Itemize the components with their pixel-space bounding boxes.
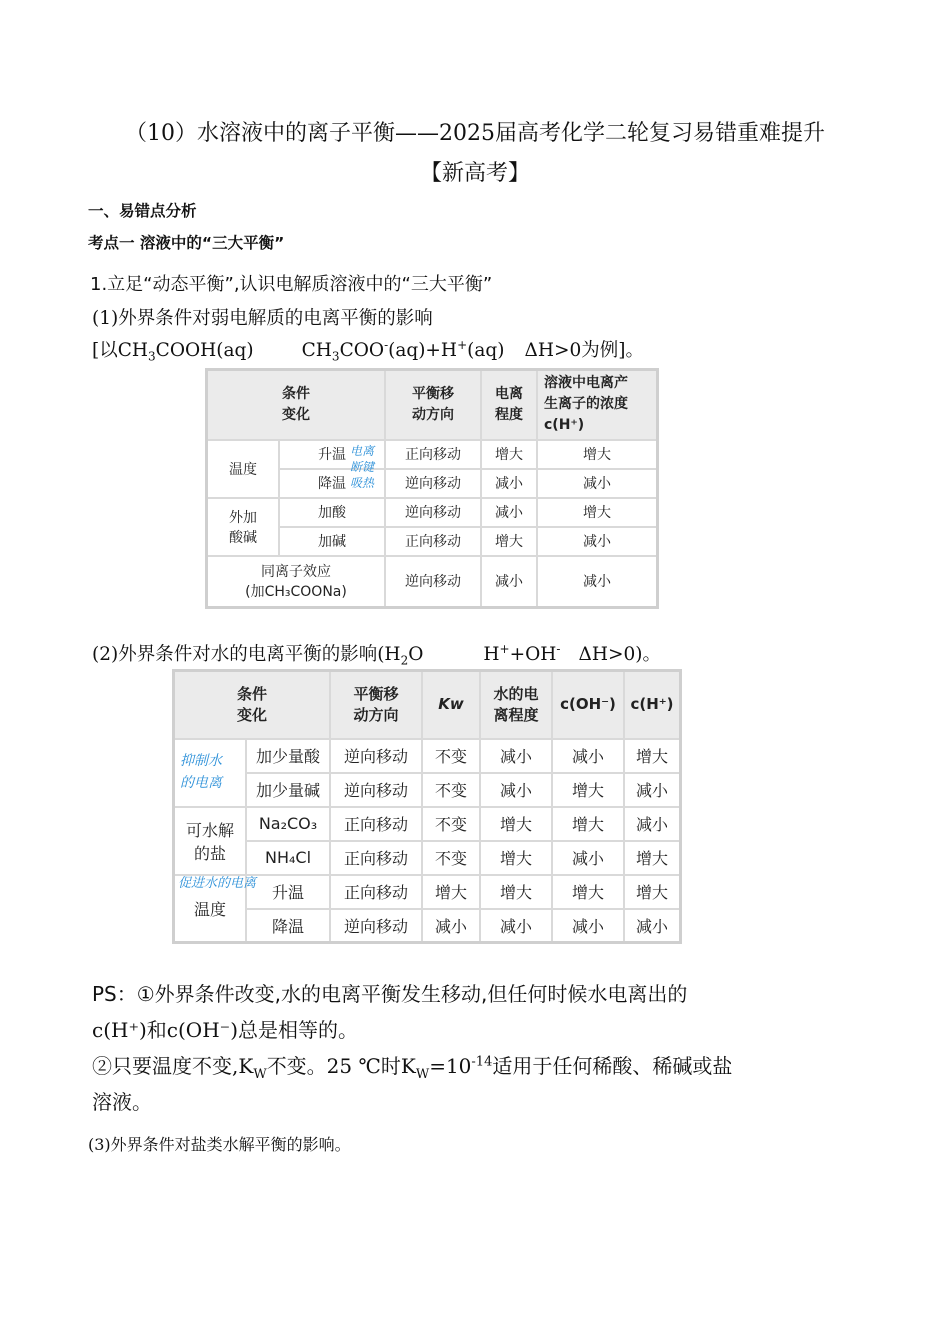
subheading-1: (1)外界条件对弱电解质的电离平衡的影响 — [92, 308, 433, 329]
table-cell: 减小 — [537, 527, 658, 556]
table-cell: 加少量酸 — [246, 739, 330, 773]
table-cell: 正向移动 — [330, 875, 422, 909]
subheading-2: (2)外界条件对水的电离平衡的影响($H_2O$ H++OH- ΔH>0)。 — [92, 641, 661, 668]
header-cell — [385, 370, 481, 440]
table-cell: 正向移动 — [330, 807, 422, 841]
table-cell: 减小 — [481, 469, 537, 498]
table-cell: Na₂CO₃ — [246, 807, 330, 841]
table-cell: 增大 — [552, 773, 624, 807]
table-cell: 降温 — [246, 909, 330, 943]
table-cell: 不变 — [422, 773, 480, 807]
table-cell: 增大 — [537, 440, 658, 469]
table-cell: 减小 — [537, 556, 658, 608]
table-cell: 增大 — [624, 875, 681, 909]
table-cell: 正向移动 — [385, 440, 481, 469]
table-cell: 降温 — [279, 469, 385, 498]
section-heading: 一、易错点分析 — [88, 202, 197, 220]
table-cell: 减小 — [624, 773, 681, 807]
table-cell: 减小 — [552, 841, 624, 875]
header-cell: c(H⁺) — [624, 671, 681, 739]
handwritten-note-3: 促进水的电离 — [178, 876, 257, 891]
table-cell: 逆向移动 — [330, 739, 422, 773]
header-cell: 条件 变化 — [174, 671, 331, 739]
ps-line-2: c(H⁺)和c(OH⁻)总是相等的。 — [92, 1018, 359, 1042]
table-cell: 增大 — [422, 875, 480, 909]
header-cell: Kw — [422, 671, 480, 739]
table-cell: 减小 — [480, 739, 552, 773]
table-cell: 减小 — [552, 909, 624, 943]
table-cell: 减小 — [480, 773, 552, 807]
handwritten-note-1: 电离 断键 吸热 — [350, 444, 375, 490]
header-cell: c(OH⁻) — [552, 671, 624, 739]
item-heading: 1.立足“动态平衡”,认识电解质溶液中的“三大平衡” — [90, 274, 493, 295]
group-cell: 温度 — [174, 875, 247, 943]
table-cell: 升温 — [246, 875, 330, 909]
header-cell — [207, 370, 386, 440]
table-cell: 增大 — [552, 875, 624, 909]
table-cell: 减小 — [480, 909, 552, 943]
table-cell: 增大 — [537, 498, 658, 527]
table-cell: 正向移动 — [330, 841, 422, 875]
equation-1: [以$CH_3COOH(aq)$ $CH_3COO^-(aq)+H^+(aq)$ ΔH>0为例]。 — [92, 337, 644, 364]
doc-title-line2: 【新高考】 — [419, 161, 530, 186]
table-cell: 逆向移动 — [385, 469, 481, 498]
doc-title-line1: （10）水溶液中的离子平衡——2025届高考化学二轮复习易错重难提升 — [125, 121, 825, 146]
ps-line-4: 溶液。 — [92, 1090, 152, 1114]
header-cell: 水的电 离程度 — [480, 671, 552, 739]
table-cell: 同离子效应 (加CH₃COONa) — [207, 556, 386, 608]
table-cell: 升温 — [279, 440, 385, 469]
table-cell: 逆向移动 — [330, 773, 422, 807]
table-cell: 加酸 — [279, 498, 385, 527]
table-cell: NH₄Cl — [246, 841, 330, 875]
header-direction: 平衡移 动方向 — [412, 385, 454, 423]
table-cell: 减小 — [624, 807, 681, 841]
table-cell: 增大 — [624, 739, 681, 773]
table-cell: 逆向移动 — [385, 498, 481, 527]
header-condition: 条件 变化 — [282, 385, 310, 423]
table-cell: 逆向移动 — [330, 909, 422, 943]
table-cell: 减小 — [481, 498, 537, 527]
table-cell: 增大 — [481, 527, 537, 556]
table-cell: 增大 — [552, 807, 624, 841]
header-cell — [537, 370, 658, 440]
ps-line-3: ②只要温度不变$,K_W$不变。25 ℃时$K_W=10^{-14}$适用于任何稀酸、稀碱或盐 — [92, 1054, 733, 1082]
group-cell: 温度 — [207, 440, 280, 498]
table-cell: 逆向移动 — [385, 556, 481, 608]
ionization-equilibrium-table — [205, 368, 659, 609]
table-cell: 增大 — [480, 875, 552, 909]
header-degree: 电离 程度 — [495, 385, 523, 423]
handwritten-note-2: 抑制水 的电离 — [180, 753, 222, 791]
table-cell: 不变 — [422, 807, 480, 841]
table-cell: 增大 — [480, 841, 552, 875]
header-cell: 平衡移 动方向 — [330, 671, 422, 739]
table-cell: 减小 — [552, 739, 624, 773]
table-cell: 不变 — [422, 841, 480, 875]
subheading-3: (3)外界条件对盐类水解平衡的影响。 — [88, 1135, 351, 1154]
table-cell: 减小 — [422, 909, 480, 943]
table-cell: 增大 — [624, 841, 681, 875]
ps-line-1: PS：①外界条件改变,水的电离平衡发生移动,但任何时候水电离出的 — [92, 982, 688, 1006]
header-concentration: 溶液中电离产 生离子的浓度 c(H⁺) — [544, 375, 628, 434]
water-ionization-table — [172, 669, 682, 944]
table-cell: 减小 — [537, 469, 658, 498]
table-cell: 增大 — [480, 807, 552, 841]
table-cell: 减小 — [624, 909, 681, 943]
group-cell: 外加 酸碱 — [207, 498, 280, 556]
table-cell: 加碱 — [279, 527, 385, 556]
table-cell: 减小 — [481, 556, 537, 608]
header-cell — [481, 370, 537, 440]
point-heading: 考点一 溶液中的“三大平衡” — [88, 234, 285, 252]
table-cell: 正向移动 — [385, 527, 481, 556]
table-cell: 增大 — [481, 440, 537, 469]
table-cell: 加少量碱 — [246, 773, 330, 807]
group-cell: 可水解 的盐 — [174, 807, 247, 875]
table-cell: 不变 — [422, 739, 480, 773]
